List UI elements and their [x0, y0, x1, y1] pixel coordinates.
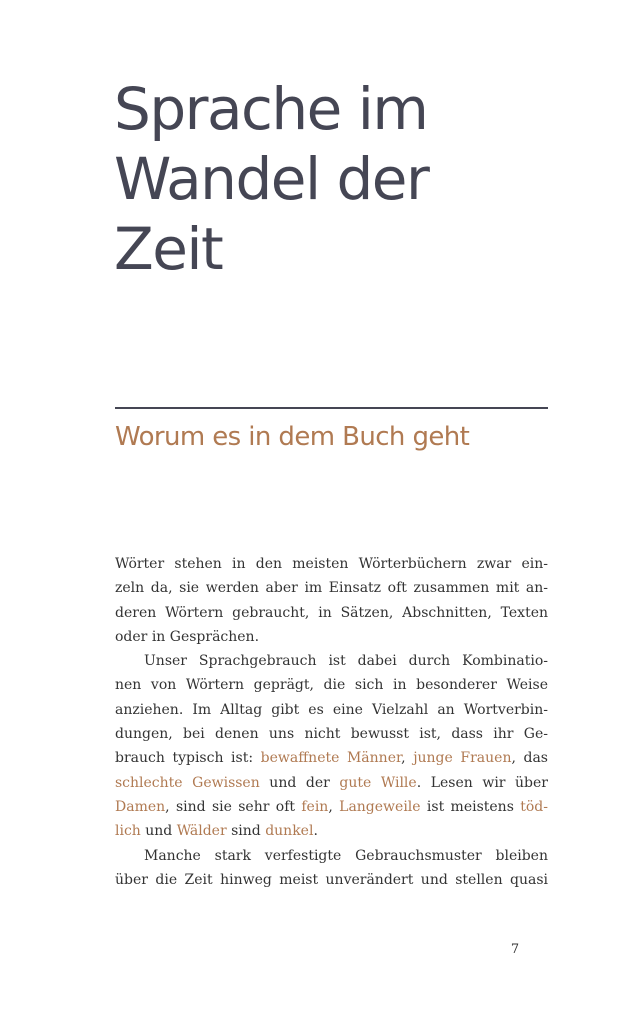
highlighted-phrase: Damen — [115, 798, 166, 815]
chapter-title-line: Zeit — [114, 215, 223, 283]
text-run: sind — [226, 823, 266, 840]
highlighted-phrase: gute Wille — [339, 774, 417, 791]
chapter-title — [114, 74, 554, 284]
paragraph-3 — [115, 844, 548, 893]
highlighted-phrase: schlechte Gewissen — [115, 774, 260, 791]
text-line: Unser Sprachgebrauch ist dabei durch Kombinatio- — [144, 653, 548, 670]
highlighted-phrase: dunkel — [265, 823, 314, 840]
page-number: 7 — [510, 942, 520, 957]
text-line: Wörter stehen in den meisten Wörterbüchern zwar ein- — [115, 556, 548, 572]
text-run: , — [328, 798, 340, 815]
text-line — [115, 795, 548, 819]
highlighted-phrase: Langeweile — [339, 798, 421, 815]
text-run: . — [313, 823, 318, 840]
body-text — [115, 552, 548, 892]
highlighted-phrase: Wälder — [176, 823, 227, 840]
text-line: Manche stark verfestigte Gebrauchsmuster bleiben — [144, 847, 548, 864]
text-line — [115, 771, 548, 795]
paragraph-2 — [115, 649, 548, 843]
section-divider — [115, 407, 548, 409]
highlighted-phrase: bewaffnete Männer — [260, 750, 402, 767]
text-line — [115, 746, 548, 770]
paragraph-1 — [115, 552, 548, 649]
text-line: zeln da, sie werden aber im Einsatz oft zusammen mit an- — [115, 580, 548, 597]
text-run: und der — [259, 774, 340, 791]
section-heading: Worum es in dem Buch geht — [115, 422, 470, 452]
text-run: und — [140, 823, 177, 840]
highlighted-phrase: töd- — [520, 798, 548, 815]
text-run: , — [401, 750, 414, 767]
text-run: , sind sie sehr oft — [165, 798, 302, 815]
text-line: anziehen. Im Alltag gibt es eine Vielzahl an Wortverbin- — [115, 701, 548, 718]
text-run: ist meistens — [420, 798, 521, 815]
highlighted-phrase: fein — [301, 798, 329, 815]
text-line — [115, 819, 548, 843]
text-line: nen von Wörtern geprägt, die sich in besonderer Weise — [115, 677, 548, 694]
text-line: oder in Gesprächen. — [115, 628, 260, 645]
chapter-title-line: Sprache im — [114, 75, 428, 143]
text-line: dungen, bei denen uns nicht bewusst ist, dass ihr Ge- — [115, 726, 548, 743]
chapter-title-line: Wandel der — [114, 145, 429, 213]
highlighted-phrase: lich — [115, 823, 141, 840]
highlighted-phrase: junge Frauen — [413, 750, 512, 767]
text-run: brauch typisch ist: — [115, 750, 261, 767]
text-line: deren Wörtern gebraucht, in Sätzen, Abschnitten, Texten — [115, 604, 548, 621]
text-run: , das — [511, 750, 548, 767]
text-run: . Lesen wir über — [416, 774, 548, 791]
text-line: über die Zeit hinweg meist unverändert und stellen quasi — [115, 871, 548, 888]
